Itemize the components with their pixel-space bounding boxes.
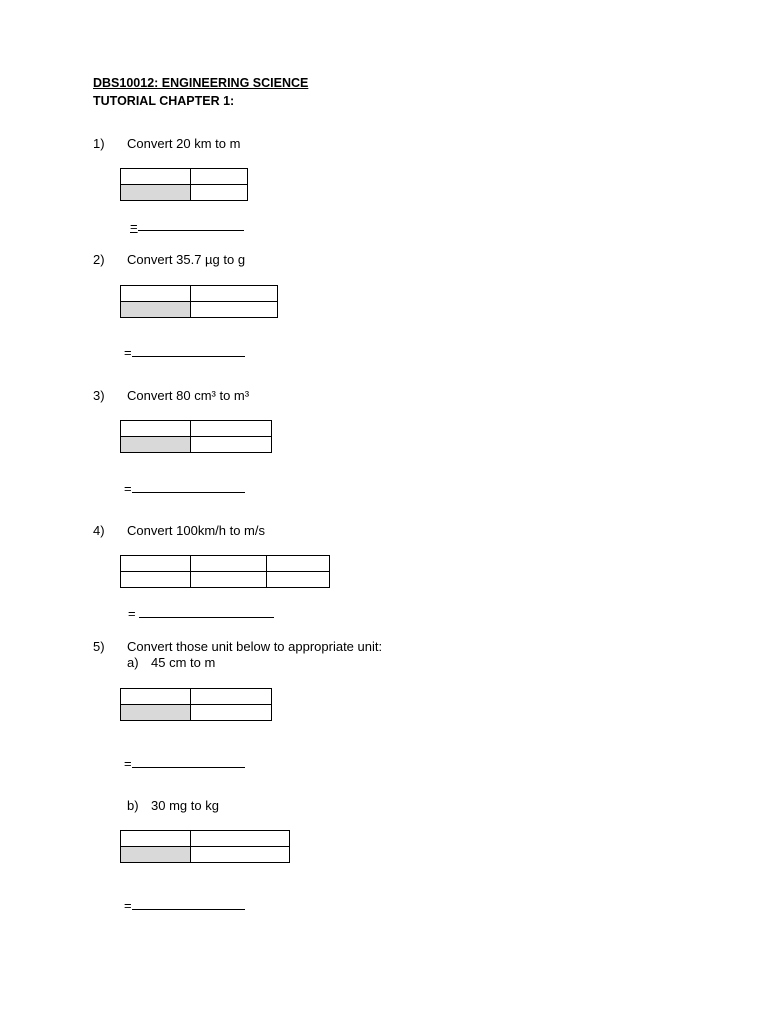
answer-3-equals: = xyxy=(124,481,132,496)
conversion-table-3 xyxy=(120,420,272,453)
chapter-title: TUTORIAL CHAPTER 1: xyxy=(93,94,235,108)
part-a-label: a) xyxy=(127,655,139,670)
answer-1-equals: = xyxy=(130,219,138,234)
question-2-text: Convert 35.7 µg to g xyxy=(127,252,246,267)
part-a-text: 45 cm to m xyxy=(151,655,216,670)
answer-2-equals: = xyxy=(124,345,132,360)
course-title: DBS10012: ENGINEERING SCIENCE xyxy=(93,76,309,90)
question-4-number: 4) xyxy=(93,523,105,538)
question-2-number: 2) xyxy=(93,252,105,267)
conversion-table-2 xyxy=(120,285,278,318)
answer-4-equals: = xyxy=(128,606,136,621)
question-1-number: 1) xyxy=(93,136,105,151)
conversion-table-1 xyxy=(120,168,248,201)
answer-line-2 xyxy=(124,345,245,360)
answer-line-5a xyxy=(124,756,245,771)
question-3-text: Convert 80 cm³ to m³ xyxy=(127,388,250,403)
answer-5a-equals: = xyxy=(124,756,132,771)
answer-line-1 xyxy=(130,219,244,234)
conversion-table-4 xyxy=(120,555,330,588)
answer-5b-equals: = xyxy=(124,898,132,913)
question-3-number: 3) xyxy=(93,388,105,403)
conversion-table-5a xyxy=(120,688,272,721)
answer-line-3 xyxy=(124,481,245,496)
part-b-label: b) xyxy=(127,798,139,813)
part-b-text: 30 mg to kg xyxy=(151,798,219,813)
question-5-number: 5) xyxy=(93,639,105,654)
answer-line-4 xyxy=(128,606,274,621)
question-1-text: Convert 20 km to m xyxy=(127,136,241,151)
question-4-text: Convert 100km/h to m/s xyxy=(127,523,265,538)
answer-line-5b xyxy=(124,898,245,913)
question-5-text: Convert those unit below to appropriate unit: xyxy=(127,639,383,654)
conversion-table-5b xyxy=(120,830,290,863)
